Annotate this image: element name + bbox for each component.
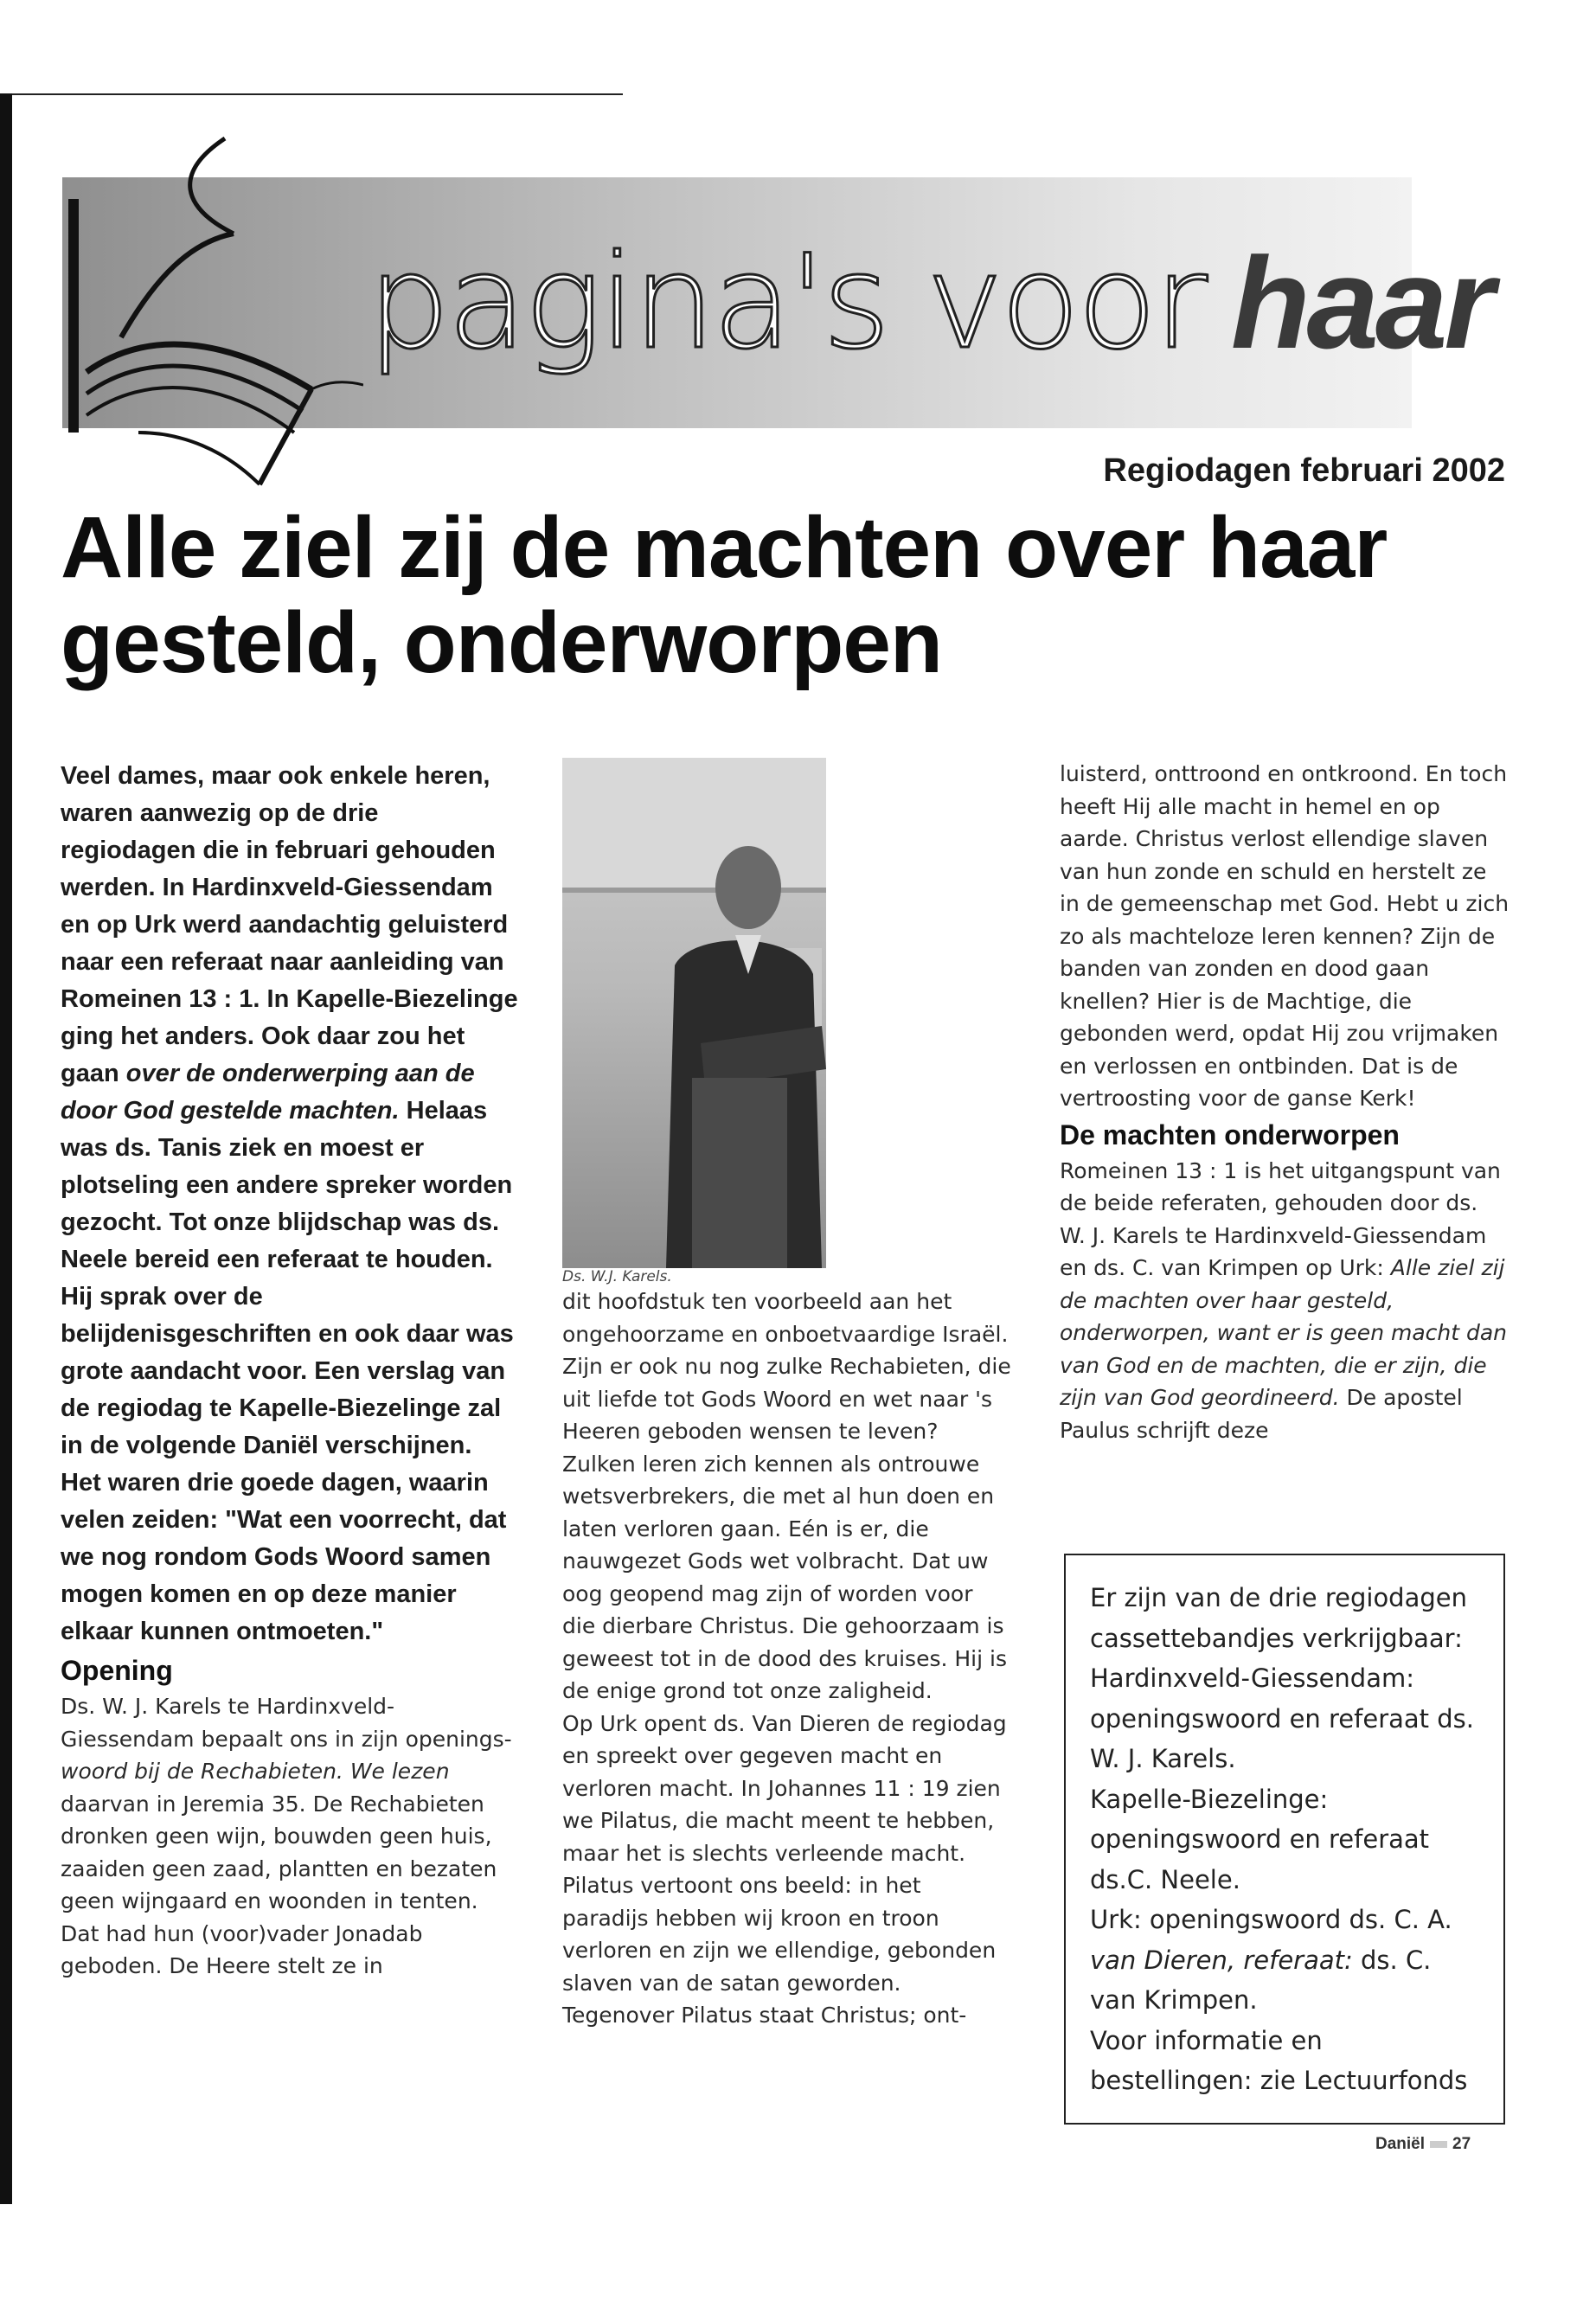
- info-line-4a: Urk: openingswoord ds. C. A.: [1090, 1905, 1452, 1934]
- section-title-bold: haar: [1230, 229, 1491, 375]
- body-text-a: Ds. W. J. Karels te Hardinxveld-Giessendam bepaalt ons in zijn openings-: [61, 1694, 512, 1752]
- body-text-italic: woord bij de Rechabieten. We lezen: [61, 1759, 450, 1784]
- intro-text-b: Helaas was ds. Tanis ziek en moest er plotseling een andere spreker worden gezocht. Tot onze blijdschap was ds. Neele bereid een referaat te houden. Hij sprak over de belijdenisgeschriften en ook daar was grote aandacht voor. Een verslag van de regiodag te Kapelle-Biezelinge zal in de volgende Daniël verschijnen.: [61, 1097, 514, 1459]
- kicker: Regiodagen februari 2002: [1103, 452, 1505, 489]
- open-book-icon: [52, 121, 363, 493]
- page-number: 27: [1452, 2135, 1471, 2153]
- page-footer: [1375, 2135, 1471, 2154]
- info-line-4b: van Dieren, referaat:: [1090, 1945, 1353, 1975]
- subhead-opening: Opening: [61, 1655, 173, 1686]
- intro-paragraph-2: Het waren drie goede dagen, waarin velen zeiden: "Wat een voorrecht, dat we nog rondom Gods Woord samen mogen komen en op deze manier elkaar kunnen ontmoeten.": [61, 1469, 507, 1645]
- intro-paragraph: [61, 758, 519, 1465]
- cassette-info-box: [1064, 1554, 1505, 2125]
- body-text-3c: De apostel Paulus schrijft deze: [1060, 1385, 1463, 1443]
- scan-edge-left: [0, 93, 12, 2204]
- scan-edge-top: [0, 93, 623, 95]
- info-line-3: Kapelle-Biezelinge: openingswoord en referaat ds.C. Neele.: [1090, 1784, 1430, 1894]
- column-1: [61, 758, 519, 1983]
- info-line-2: Hardinxveld-Giessendam: openingswoord en referaat ds. W. J. Karels.: [1090, 1663, 1474, 1773]
- scripture-quote: Alle ziel zij de machten over haar gesteld, onderworpen, want er is geen macht dan van God en de machten, die er zijn, die zijn van God geordineerd.: [1060, 1255, 1508, 1410]
- body-paragraph-3a: luisterd, onttroond en ontkroond. En toch heeft Hij alle macht in hemel en op aarde. Christus verlost ellendige slaven van hun zonde en schuld en herstelt ze in de gemeenschap met God. Hebt u zich zo als machteloze leren kennen? Zijn de banden van zonden en dood gaan knellen? Hier is de Machtige, die gebonden werd, opdat Hij zou vrijmaken en verlossen en ontbinden. Dat is de vertroosting voor de ganse Kerk!: [1060, 761, 1509, 1111]
- body-text-3b: Romeinen 13 : 1 is het uitgangspunt van de beide referaten, gehouden door ds. W. J. Karels te Hardinxveld-Giessendam en ds. C. van Krimpen op Urk:: [1060, 1157, 1501, 1280]
- speaker-photo: [562, 758, 826, 1268]
- headline: Alle ziel zij de machten over haar gesteld, onderworpen: [61, 499, 1388, 691]
- subhead-machten: De machten onderworpen: [1060, 1118, 1400, 1150]
- info-line-4c: ds. C. van Krimpen.: [1090, 1945, 1432, 2015]
- info-line-4: [1090, 1900, 1479, 2021]
- section-title: [368, 177, 1491, 428]
- info-line-1: Er zijn van de drie regiodagen cassettebandjes verkrijgbaar:: [1090, 1583, 1467, 1653]
- info-line-5: Voor informatie en bestellingen: zie Lectuurfonds: [1090, 2025, 1468, 2095]
- column-2: [562, 758, 1012, 2032]
- speaker-photo-illustration: [562, 758, 826, 1268]
- intro-text-emph: over de onderwerping aan de door God gestelde machten.: [61, 1060, 475, 1125]
- intro-text-a: Veel dames, maar ook enkele heren, waren aanwezig op de drie regiodagen die in februari gehouden werden. In Hardinxveld-Giessendam en op Urk werd aandachtig geluisterd naar een referaat naar aanleiding van Romeinen 13 : 1. In Kapelle-Biezelinge ging het anders. Ook daar zou het gaan: [61, 762, 518, 1087]
- section-title-light: pagina's voor: [368, 228, 1205, 378]
- body-paragraph: [61, 1690, 519, 1983]
- body-paragraph-2b: Op Urk opent ds. Van Dieren de regiodag en spreekt over gegeven macht en verloren macht. In Johannes 11 : 19 zien we Pilatus, die macht meent te hebben, maar het is slechts verleende macht. Pilatus vertoont ons beeld: in het paradijs hebben wij kroon en troon verloren en zijn we ellendige, gebonden slaven van de satan geworden. Tegenover Pilatus staat Christus; ont-: [562, 1710, 1007, 2028]
- magazine-name: Daniël: [1375, 2135, 1426, 2153]
- body-text-b: daarvan in Jeremia 35. De Rechabieten dronken geen wijn, bouwden geen huis, zaaiden geen zaad, plantten en bezaten geen wijngaard en woonden in tenten. Dat had hun (voor)vader Jonadab geboden. De Heere stelt ze in: [61, 1791, 497, 1978]
- photo-caption: Ds. W.J. Karels.: [562, 1268, 672, 1285]
- body-paragraph-2a: dit hoofdstuk ten voorbeeld aan het ongehoorzame en onboetvaardige Israël. Zijn er ook nu nog zulke Rechabieten, die uit liefde tot Gods Woord en wet naar 's Heeren geboden wensen te leven? Zulken leren zich kennen als ontrouwe wetsverbrekers, die met al hun doen en laten verloren gaan. Eén is er, die nauwgezet Gods wet volbracht. Dat uw oog geopend mag zijn of worden voor die dierbare Christus. Die gehoorzaam is geweest tot in de dood des kruises. Hij is de enige grond tot onze zaligheid.: [562, 1289, 1011, 1703]
- body-paragraph-3b: [1060, 1155, 1509, 1447]
- column-3: [1060, 758, 1509, 1446]
- footer-separator: [1430, 2141, 1447, 2148]
